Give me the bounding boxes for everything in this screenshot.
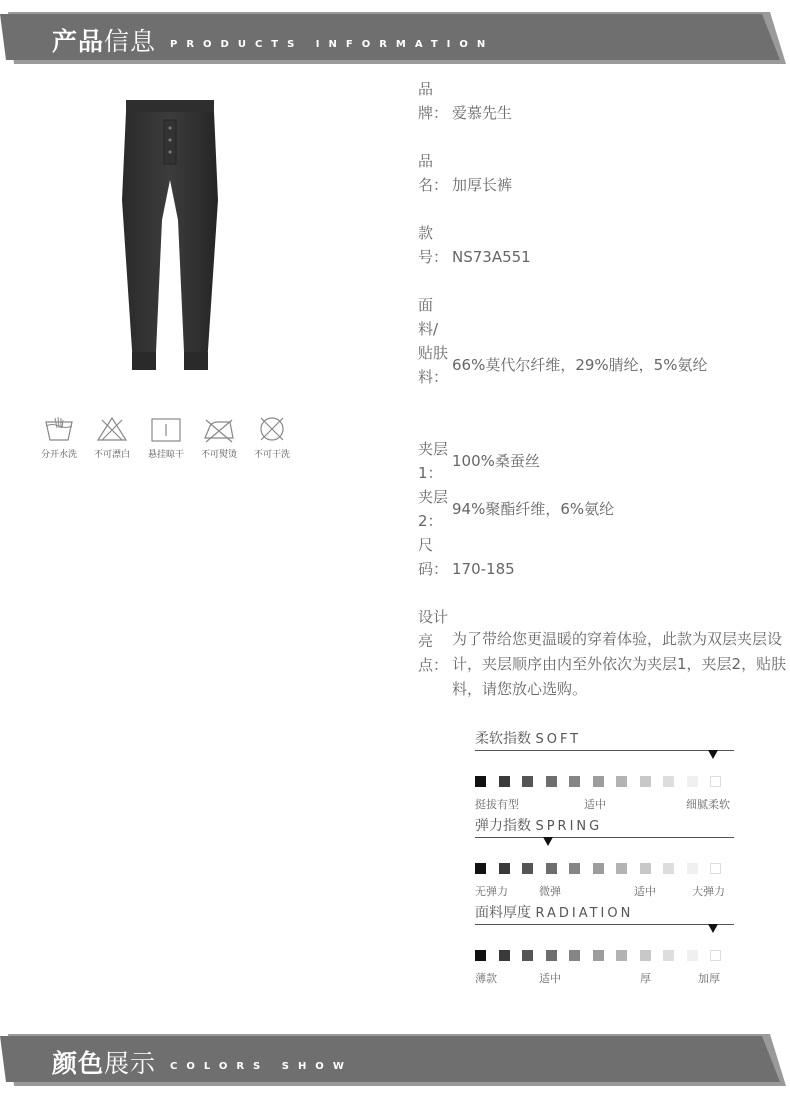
spec-value: 66%莫代尔纤维，29%腈纶，5%氨纶 — [452, 356, 708, 374]
care-item-no-iron — [194, 414, 244, 460]
colors-show-banner — [0, 1034, 790, 1090]
spec-design-highlight — [418, 605, 788, 725]
scale-tick-label: 厚 — [640, 972, 651, 985]
spec-value: 94%聚酯纤维，6%氨纶 — [452, 500, 615, 518]
spec-layer-2 — [418, 485, 788, 533]
scale-swatch — [640, 950, 651, 961]
scale-marker — [708, 924, 718, 933]
scale-marker — [708, 750, 718, 759]
hand-wash-icon — [43, 414, 75, 444]
banner-title-bold: 颜色 — [52, 1049, 105, 1078]
spec-value: NS73A551 — [452, 248, 531, 266]
product-info-banner — [0, 12, 790, 68]
scale-title-en: SPRING — [535, 819, 603, 834]
banner-subtitle: COLORS SHOW — [170, 1061, 353, 1072]
scale-swatch — [663, 950, 674, 961]
softness-scale — [475, 728, 735, 813]
scale-swatch — [616, 776, 627, 787]
scale-swatch — [546, 950, 557, 961]
scale-title-en: RADIATION — [535, 906, 634, 921]
scale-swatch — [569, 776, 580, 787]
scale-rule — [475, 924, 734, 925]
scale-swatch — [522, 950, 533, 961]
spec-value: 100%桑蚕丝 — [452, 452, 540, 470]
scale-title — [475, 728, 581, 748]
scale-swatch — [710, 950, 721, 961]
care-label-no-bleach: 不可漂白 — [93, 450, 130, 460]
spec-label: 夹层1： — [418, 440, 449, 482]
spec-value: 为了带给您更温暖的穿着体验，此款为双层夹层设计，夹层顺序由内至外依次为夹层1，夹层2，贴肤料，请您放心选购。 — [452, 630, 787, 698]
scale-swatch — [710, 776, 721, 787]
product-image-long-johns — [118, 100, 222, 380]
scale-swatch — [569, 863, 580, 874]
elasticity-scale — [475, 815, 735, 900]
care-item-hand-wash — [34, 414, 84, 460]
scale-swatch — [687, 863, 698, 874]
spec-brand — [418, 77, 788, 149]
scale-title-cn: 面料厚度 — [475, 905, 531, 921]
spec-label: 品牌： — [418, 80, 449, 122]
spec-fabric — [418, 293, 788, 437]
scale-tick-label: 适中 — [539, 972, 561, 985]
scale-swatch — [616, 950, 627, 961]
spec-style-number — [418, 221, 788, 293]
scale-swatch — [522, 776, 533, 787]
spec-size — [418, 533, 788, 605]
scale-swatch — [616, 863, 627, 874]
scale-tick-label: 微弹 — [539, 885, 561, 898]
scale-swatch — [710, 863, 721, 874]
scale-swatch — [475, 950, 486, 961]
scale-title-en: SOFT — [535, 732, 582, 747]
scale-marker — [543, 837, 553, 846]
scale-swatch — [475, 863, 486, 874]
banner-title — [52, 22, 156, 58]
care-item-no-bleach — [87, 414, 137, 460]
no-dry-clean-icon — [256, 414, 288, 444]
scale-swatch — [499, 950, 510, 961]
banner-title-light: 展示 — [104, 1049, 157, 1078]
scale-swatch — [593, 863, 604, 874]
scale-swatch — [687, 776, 698, 787]
scale-title-cn: 弹力指数 — [475, 818, 531, 834]
no-bleach-icon — [96, 414, 128, 444]
thickness-scale — [475, 902, 735, 987]
scale-tick-label: 适中 — [634, 885, 656, 898]
banner-subtitle: PRODUCTS INFORMATION — [170, 39, 495, 50]
scale-swatch — [522, 863, 533, 874]
scale-tick-label: 挺拔有型 — [475, 798, 519, 811]
scale-swatch — [546, 863, 557, 874]
spec-label: 面料/贴肤料： — [418, 296, 449, 386]
scale-rule — [475, 750, 734, 751]
scale-tick-label: 无弹力 — [475, 885, 508, 898]
scale-rule — [475, 837, 734, 838]
scale-swatch — [593, 950, 604, 961]
banner-title-bold: 产品 — [52, 27, 105, 56]
scale-swatch — [499, 863, 510, 874]
no-iron-icon — [202, 414, 236, 444]
scale-swatch — [475, 776, 486, 787]
scale-swatch — [640, 863, 651, 874]
hang-dry-icon — [150, 414, 182, 444]
scale-swatch — [663, 776, 674, 787]
care-label-no-dry-clean: 不可干洗 — [253, 450, 290, 460]
care-instructions — [36, 414, 306, 464]
spec-label: 款号： — [418, 224, 449, 266]
scale-swatch — [687, 950, 698, 961]
scale-title — [475, 902, 633, 922]
scale-swatch — [663, 863, 674, 874]
scale-title-cn: 柔软指数 — [475, 731, 531, 747]
scale-tick-label: 加厚 — [698, 972, 720, 985]
banner-title-light: 信息 — [104, 27, 157, 56]
care-label-hang-dry: 悬挂晾干 — [147, 450, 184, 460]
scale-swatch — [569, 950, 580, 961]
spec-value: 加厚长裤 — [452, 176, 513, 194]
care-item-no-dry-clean — [247, 414, 297, 460]
scale-tick-label: 细腻柔软 — [686, 798, 730, 811]
spec-label: 夹层2： — [418, 488, 449, 530]
banner-title — [52, 1044, 156, 1080]
spec-label: 尺码： — [418, 536, 449, 578]
spec-value: 170-185 — [452, 560, 515, 578]
spec-layer-1 — [418, 437, 788, 485]
scale-tick-label: 大弹力 — [692, 885, 725, 898]
scale-swatch — [546, 776, 557, 787]
scale-swatch — [593, 776, 604, 787]
spec-label: 品名： — [418, 152, 449, 194]
scale-swatch — [499, 776, 510, 787]
care-label-hand-wash: 分开水洗 — [40, 450, 77, 460]
scale-swatch — [640, 776, 651, 787]
spec-label: 设计亮点： — [418, 608, 449, 674]
spec-product-name — [418, 149, 788, 221]
care-label-no-iron: 不可熨烫 — [200, 450, 237, 460]
scale-title — [475, 815, 602, 835]
scale-tick-label: 适中 — [584, 798, 606, 811]
scale-tick-label: 薄款 — [475, 972, 497, 985]
care-item-hang-dry — [141, 414, 191, 460]
spec-value: 爱慕先生 — [452, 104, 513, 122]
